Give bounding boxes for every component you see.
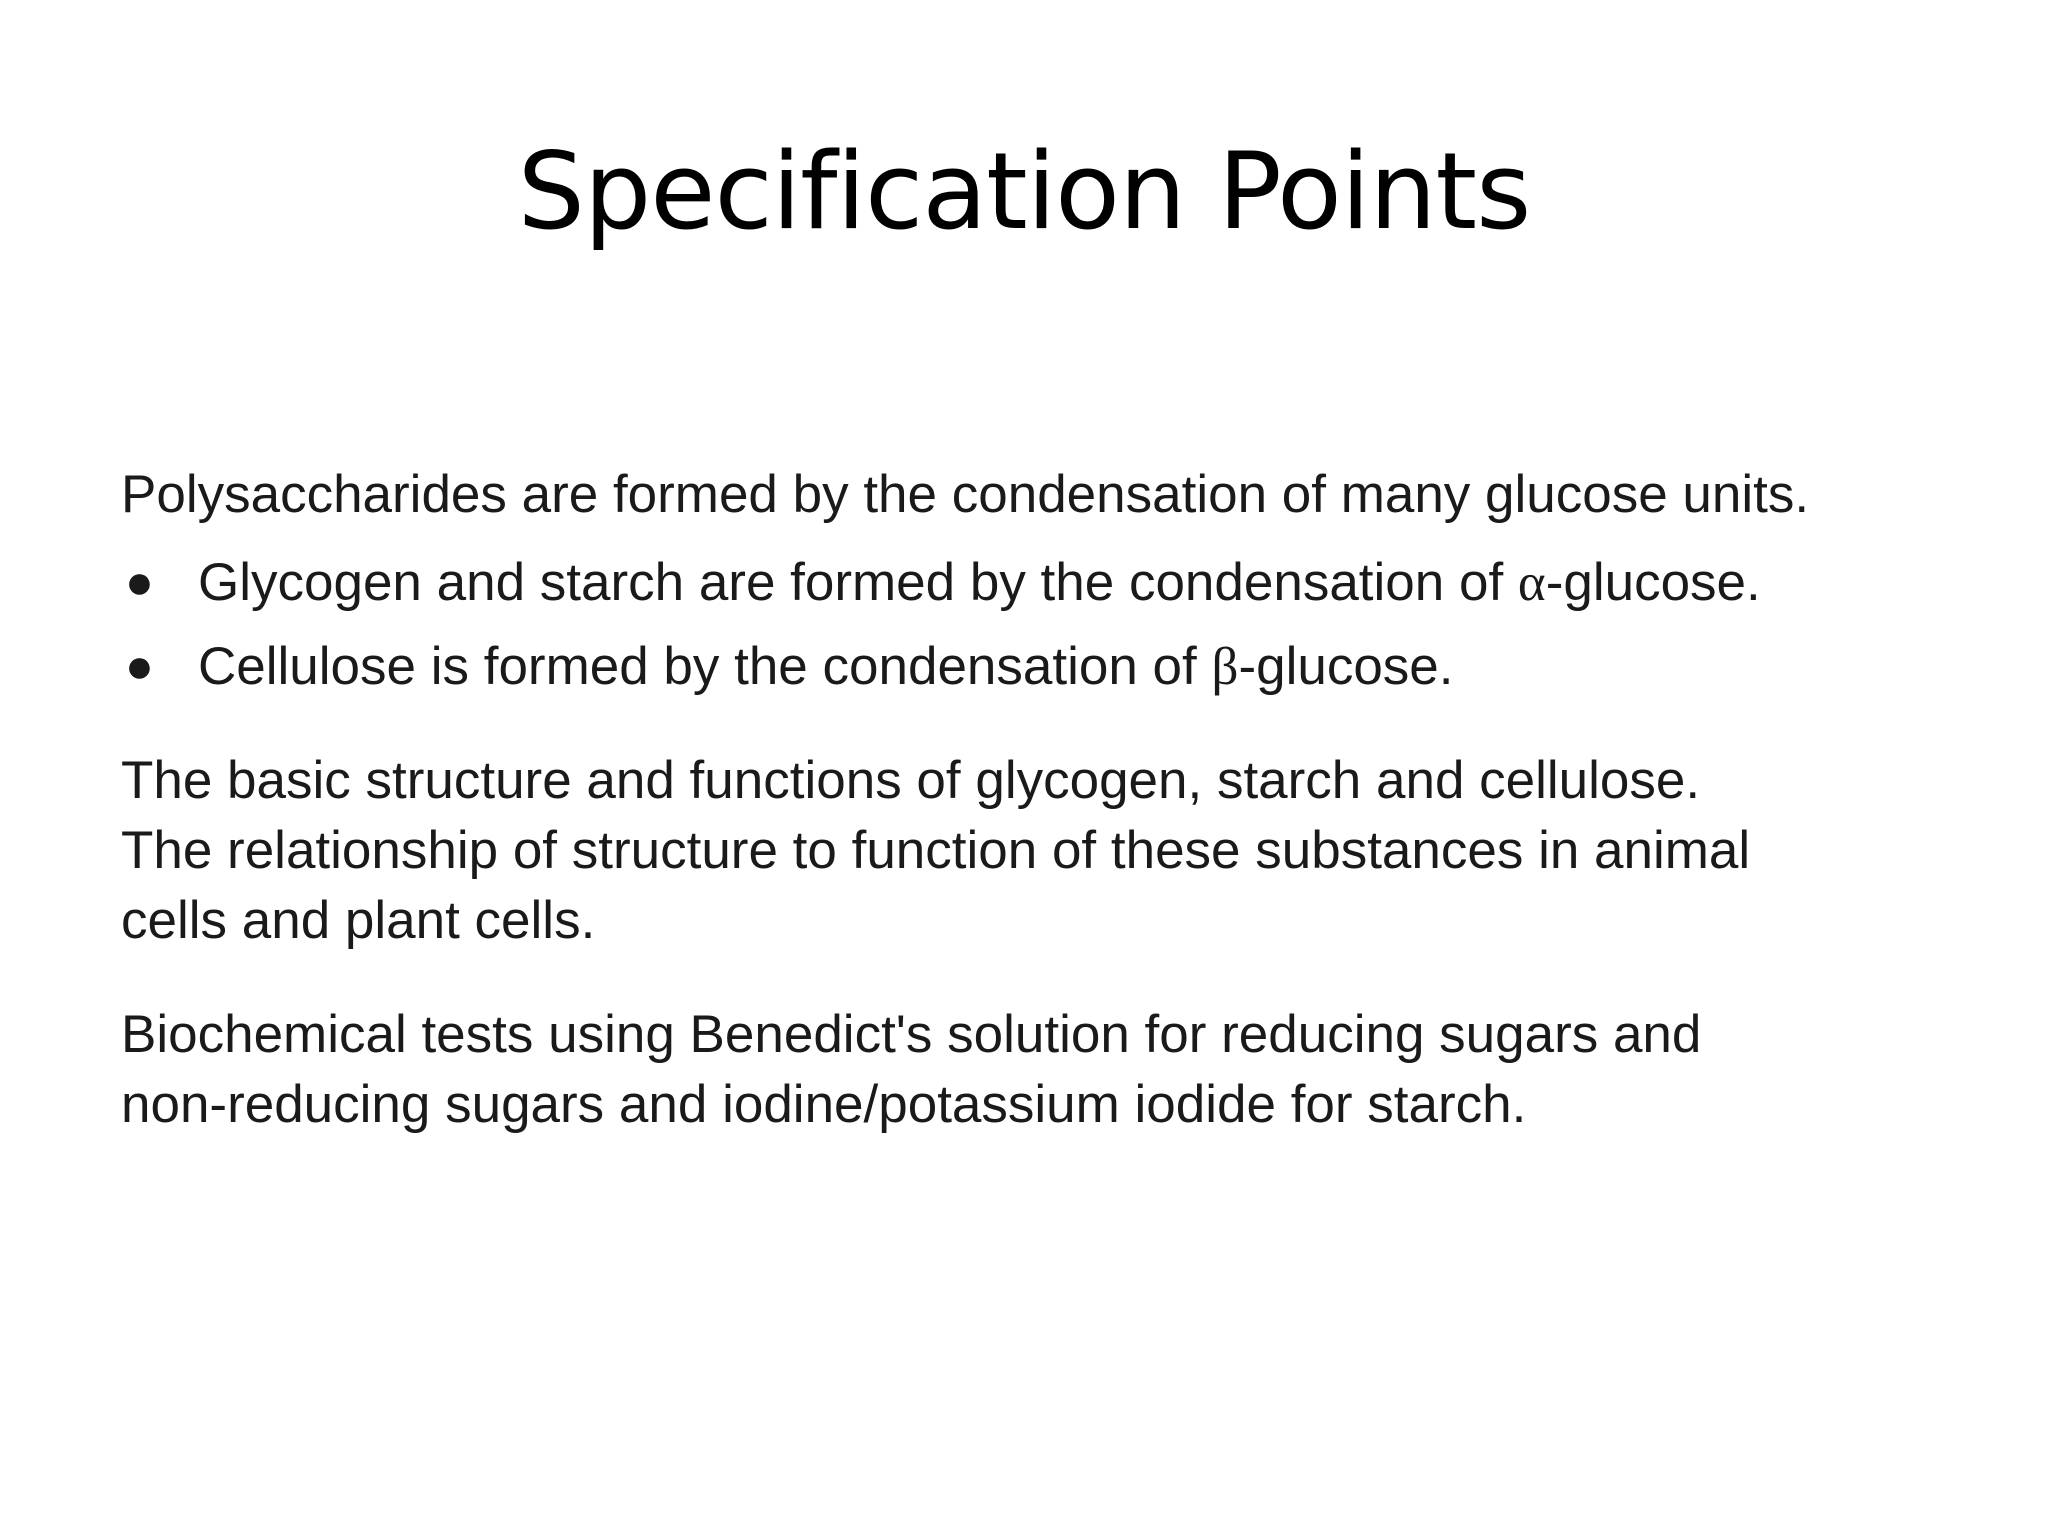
bullet-icon: ● xyxy=(125,556,154,609)
slide-title: Specification Points xyxy=(517,130,1531,253)
greek-beta: β xyxy=(1211,638,1239,696)
tests-paragraph xyxy=(121,1000,2001,1140)
intro-paragraph: Polysaccharides are formed by the condensation of many glucose units. xyxy=(121,465,1810,524)
bullet-item-glycogen-starch xyxy=(121,548,2001,618)
bullet-item-cellulose xyxy=(121,632,2001,702)
tests-line: non-reducing sugars and iodine/potassium iodide for starch. xyxy=(121,1075,1527,1134)
structure-line: cells and plant cells. xyxy=(121,891,596,950)
bullet-text-after: -glucose. xyxy=(1545,553,1761,612)
bullet-text-after: -glucose. xyxy=(1238,637,1454,696)
bullet-text-before: Cellulose is formed by the condensation of xyxy=(198,637,1212,696)
structure-line: The relationship of structure to function of these substances in animal xyxy=(121,821,1751,880)
slide-body xyxy=(121,460,2001,1140)
structure-line: The basic structure and functions of glycogen, starch and cellulose. xyxy=(121,751,1701,810)
bullet-icon: ● xyxy=(125,640,154,693)
structure-paragraph xyxy=(121,746,2001,956)
bullet-list xyxy=(121,548,2001,702)
bullet-text-before: Glycogen and starch are formed by the condensation of xyxy=(198,553,1518,612)
greek-alpha: α xyxy=(1517,554,1546,612)
tests-line: Biochemical tests using Benedict's solution for reducing sugars and xyxy=(121,1005,1702,1064)
